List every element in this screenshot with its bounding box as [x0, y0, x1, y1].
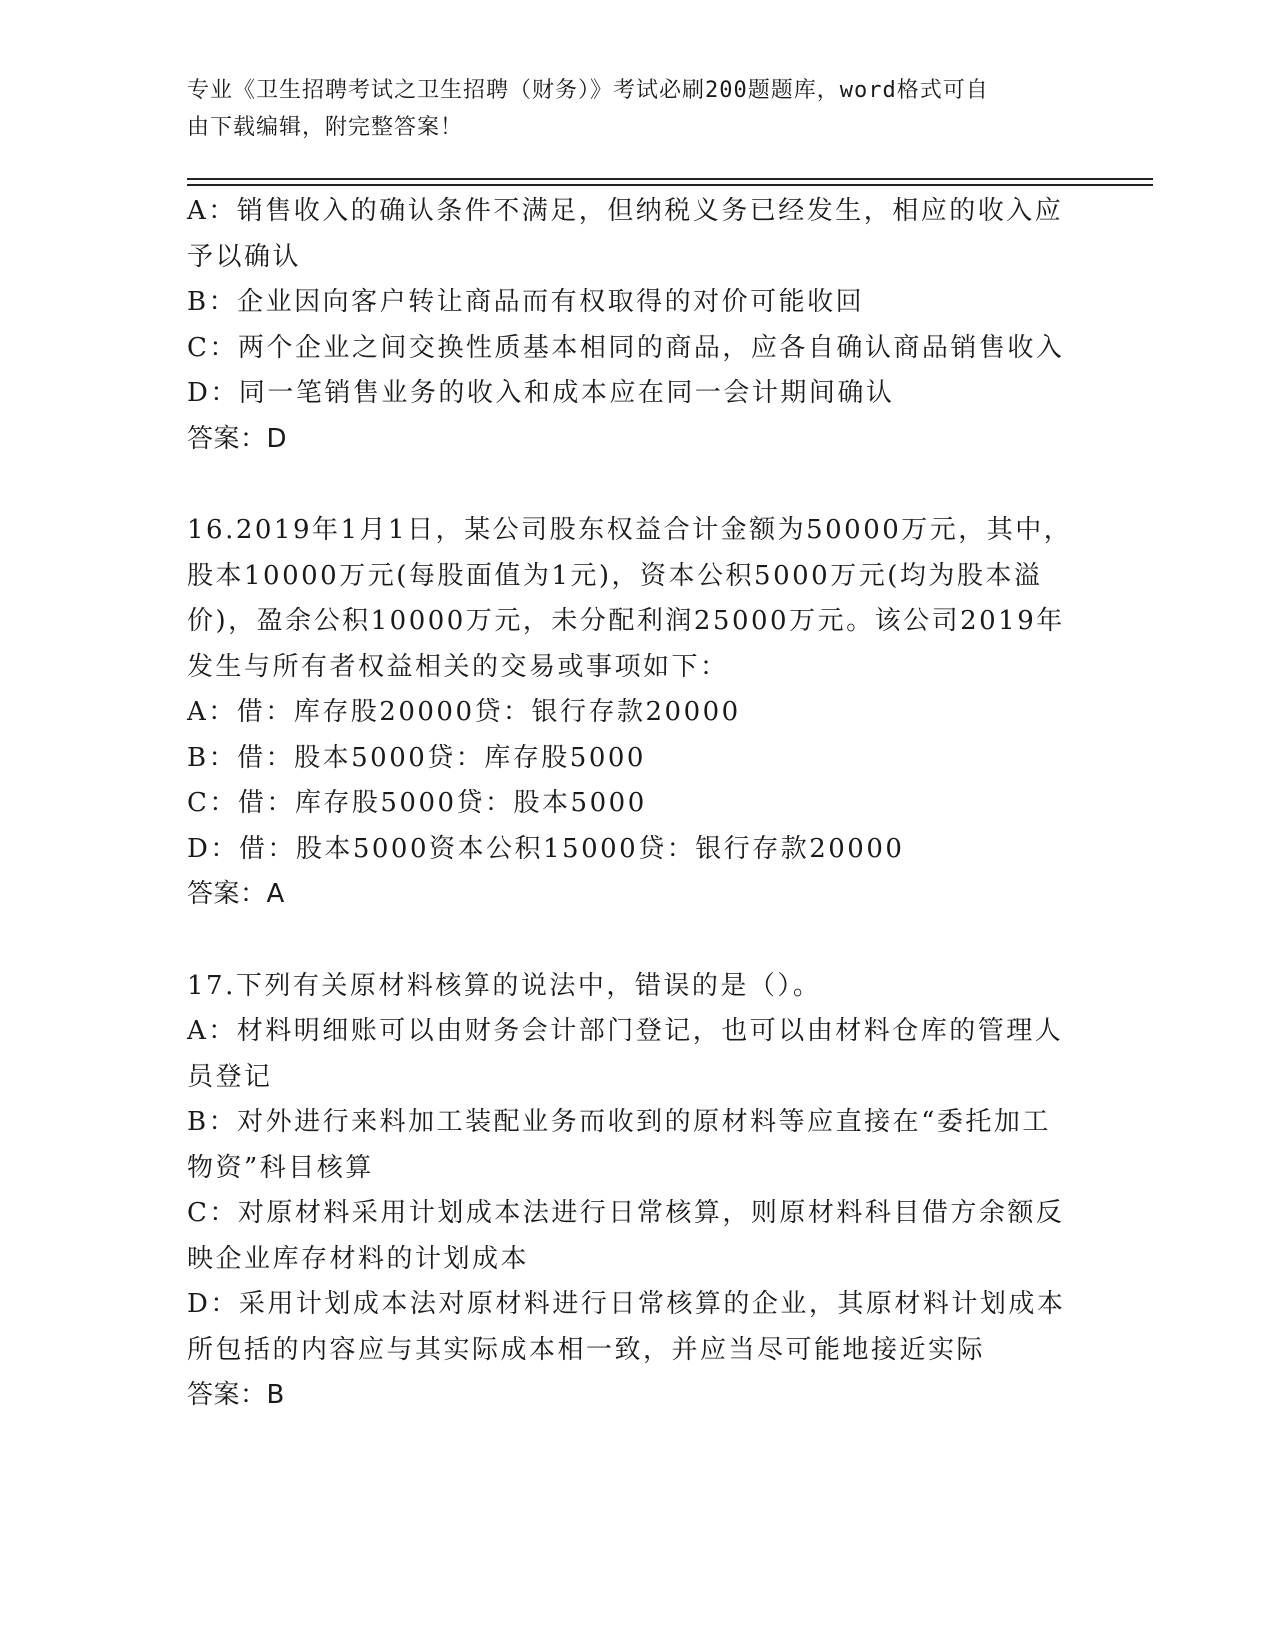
- option-line: B：借：股本5000贷：库存股5000: [187, 742, 646, 773]
- question-stem-line: 价)，盈余公积10000万元，未分配利润25000万元。该公司2019年: [187, 606, 1065, 636]
- option-line: B：企业因向客户转让商品而有权取得的对价可能收回: [187, 287, 865, 317]
- option-line: 映企业库存材料的计划成本: [187, 1243, 530, 1274]
- document-body: [187, 189, 1087, 1419]
- question-stem-line: 16.2019年1月1日，某公司股东权益合计金额为50000万元，其中，: [187, 515, 1073, 545]
- answer-line: 答案：B: [187, 1380, 285, 1410]
- answer-line: 答案：D: [187, 423, 288, 454]
- question-stem-line: 17.下列有关原材料核算的说法中，错误的是（）。: [187, 970, 822, 1001]
- question-block: [187, 964, 1087, 1419]
- option-line: B：对外进行来料加工装配业务而收到的原材料等应直接在“委托加工: [187, 1107, 1051, 1137]
- option-line: A：材料明细账可以由财务会计部门登记，也可以由材料仓库的管理人: [187, 1016, 1064, 1046]
- option-line: C：两个企业之间交换性质基本相同的商品，应各自确认商品销售收入: [187, 332, 1065, 363]
- option-line: A：借：库存股20000贷：银行存款20000: [187, 697, 741, 727]
- header-line: 由下载编辑，附完整答案！: [187, 115, 464, 140]
- question-stem-line: 发生与所有者权益相关的交易或事项如下：: [187, 651, 729, 682]
- option-line: D：采用计划成本法对原材料进行日常核算的企业，其原材料计划成本: [187, 1289, 1066, 1319]
- option-line: 所包括的内容应与其实际成本相一致，并应当尽可能地接近实际: [187, 1334, 986, 1365]
- option-line: 物资”科目核算: [187, 1152, 374, 1183]
- spacer: [187, 918, 1087, 964]
- option-line: 员登记: [187, 1061, 273, 1092]
- question-block: [187, 508, 1087, 918]
- option-line: C：对原材料采用计划成本法进行日常核算，则原材料科目借方余额反: [187, 1198, 1065, 1228]
- question-stem-line: 股本10000万元(每股面值为1元)，资本公积5000万元(均为股本溢: [187, 560, 1043, 591]
- answer-line: 答案：A: [187, 879, 285, 909]
- option-line: D：借：股本5000资本公积15000贷：银行存款20000: [187, 833, 905, 864]
- question-block: [187, 189, 1087, 462]
- header-line: 专业《卫生招聘考试之卫生招聘（财务）》考试必刷200题题库，word格式可自: [187, 78, 989, 103]
- spacer: [187, 462, 1087, 508]
- header-divider: [187, 178, 1153, 180]
- header-divider: [187, 184, 1153, 186]
- option-line: D：同一笔销售业务的收入和成本应在同一会计期间确认: [187, 378, 895, 408]
- option-line: 予以确认: [187, 241, 302, 272]
- option-line: C：借：库存股5000贷：股本5000: [187, 788, 647, 818]
- document-header: [187, 72, 1067, 146]
- option-line: A：销售收入的确认条件不满足，但纳税义务已经发生，相应的收入应: [187, 196, 1064, 226]
